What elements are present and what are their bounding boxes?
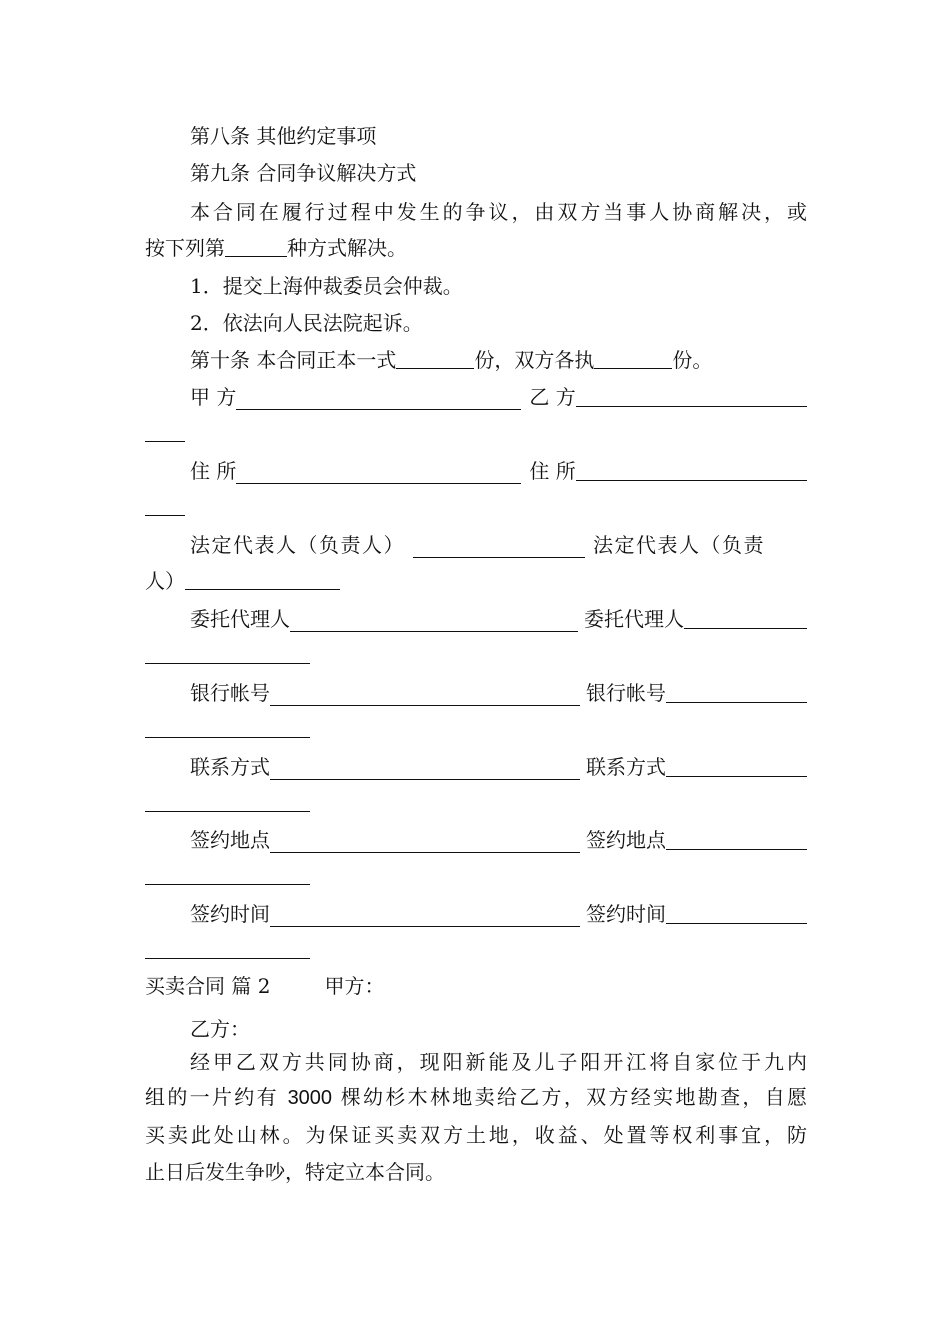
- contract-2-party-b-label: 乙方：: [190, 1017, 250, 1041]
- address-b-blank[interactable]: [576, 460, 807, 481]
- party-a-label: 甲 方: [190, 385, 237, 409]
- contract-2-body-line-4: 止日后发生争吵，特定立本合同。: [145, 1160, 445, 1184]
- legal-rep-b-label: 法定代表人（负责: [593, 533, 765, 557]
- article-10-prefix: 第十条 本合同正本一式: [190, 348, 397, 372]
- contract-2-body-line-2a: 组的一片约有: [145, 1085, 288, 1109]
- copies-total-blank[interactable]: [396, 348, 474, 369]
- tree-count: 3000: [287, 1087, 333, 1109]
- address-b-blank-continued: [145, 495, 185, 516]
- sign-place-b-blank-continued: [145, 864, 310, 885]
- contact-a-label: 联系方式: [190, 755, 270, 779]
- address-row: [190, 458, 807, 484]
- bank-a-label: 银行帐号: [190, 681, 270, 705]
- sign-place-b-label: 签约地点: [586, 828, 666, 852]
- article-10-suffix: 份。: [672, 348, 713, 372]
- contact-b-label: 联系方式: [586, 755, 666, 779]
- sign-time-b-label: 签约时间: [586, 902, 666, 926]
- legal-rep-row: [190, 532, 807, 558]
- sign-place-b-blank[interactable]: [666, 829, 807, 850]
- contract-2-heading-line: [145, 973, 807, 999]
- dispute-paragraph-line-1: 本合同在履行过程中发生的争议，由双方当事人协商解决，或: [190, 200, 807, 224]
- contract-2-body-line-3: 买卖此处山林。为保证买卖双方土地，收益、处置等权利事宜，防: [145, 1123, 807, 1147]
- address-a-label: 住 所: [190, 459, 237, 483]
- legal-rep-b-label-end: 人）: [145, 569, 185, 593]
- party-a-blank[interactable]: [236, 389, 521, 410]
- agent-b-blank-continued: [145, 643, 310, 664]
- dispute-choice-blank[interactable]: [225, 236, 287, 257]
- agent-row: [190, 606, 807, 632]
- party-b-blank[interactable]: [576, 386, 807, 407]
- dispute-choice-prefix: 按下列第: [145, 236, 225, 260]
- article-8-heading: 第八条 其他约定事项: [190, 124, 377, 148]
- contract-2-body-line-1: 经甲乙双方共同协商，现阳新能及儿子阳开江将自家位于九内: [190, 1050, 807, 1074]
- bank-row: [190, 680, 807, 706]
- agent-b-blank[interactable]: [684, 608, 807, 629]
- bank-b-blank[interactable]: [666, 682, 807, 703]
- legal-rep-row-continued: [145, 568, 807, 594]
- agent-a-label: 委托代理人: [190, 607, 290, 631]
- dispute-paragraph-line-2: [145, 235, 807, 261]
- sign-place-a-blank[interactable]: [270, 832, 580, 853]
- copies-each-blank[interactable]: [594, 348, 672, 369]
- sign-place-row: [190, 827, 807, 853]
- legal-rep-a-blank[interactable]: [413, 537, 585, 558]
- bank-a-blank[interactable]: [270, 685, 580, 706]
- contract-2-body-line-2: [145, 1084, 807, 1111]
- dispute-choice-suffix: 种方式解决。: [287, 236, 407, 260]
- address-a-blank[interactable]: [236, 463, 521, 484]
- article-9-heading: 第九条 合同争议解决方式: [190, 161, 417, 185]
- contract-2-heading: 买卖合同 篇 2: [145, 974, 271, 998]
- article-10-line: [190, 347, 807, 373]
- party-b-label: 乙 方: [529, 385, 576, 409]
- party-b-blank-continued: [145, 421, 185, 442]
- sign-time-row: [190, 901, 807, 927]
- sign-time-b-blank-continued: [145, 938, 310, 959]
- contact-a-blank[interactable]: [270, 759, 580, 780]
- agent-b-label: 委托代理人: [584, 607, 684, 631]
- bank-b-blank-continued: [145, 717, 310, 738]
- bank-b-label: 银行帐号: [586, 681, 666, 705]
- article-10-middle: 份，双方各执: [474, 348, 595, 372]
- legal-rep-b-blank[interactable]: [185, 569, 340, 590]
- contact-b-blank[interactable]: [666, 756, 807, 777]
- sign-time-b-blank[interactable]: [666, 903, 807, 924]
- address-b-label: 住 所: [529, 459, 576, 483]
- dispute-option-2: 2．依法向人民法院起诉。: [190, 311, 423, 335]
- contract-2-body-line-2b: 棵幼杉木林地卖给乙方，双方经实地勘查，自愿: [332, 1085, 808, 1109]
- contract-2-party-a-label: 甲方：: [324, 974, 385, 998]
- agent-a-blank[interactable]: [290, 611, 578, 632]
- sign-place-a-label: 签约地点: [190, 828, 270, 852]
- contact-row: [190, 754, 807, 780]
- dispute-option-1: 1．提交上海仲裁委员会仲裁。: [190, 274, 463, 298]
- contact-b-blank-continued: [145, 791, 310, 812]
- sign-time-a-label: 签约时间: [190, 902, 270, 926]
- party-row: [190, 384, 807, 410]
- sign-time-a-blank[interactable]: [270, 906, 580, 927]
- legal-rep-a-label: 法定代表人（负责人）: [190, 533, 405, 557]
